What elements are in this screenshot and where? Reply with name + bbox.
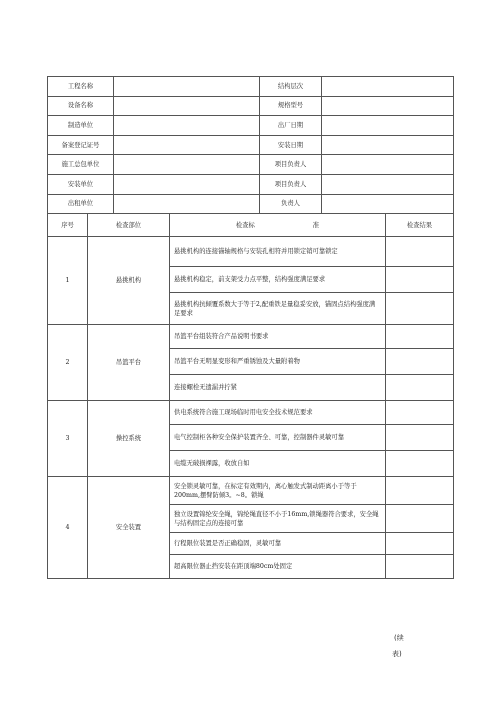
check-standard-item: 电缆无破损裸露，收放自如	[170, 451, 386, 477]
check-standard-item: 超高限位器止挡安装在距顶端80cm处固定	[170, 555, 386, 579]
info-label: 结构层次	[260, 77, 322, 97]
check-row	[48, 237, 454, 267]
check-result-field[interactable]	[386, 349, 454, 375]
check-standard-item: 悬挑机构的连接锚轴规格与安装孔相符并用锁定销可靠锁定	[170, 237, 386, 267]
info-row	[48, 194, 454, 214]
info-value-field[interactable]	[114, 194, 260, 214]
info-value-field[interactable]	[114, 77, 260, 97]
info-row	[48, 116, 454, 136]
group-part: 悬挑机构	[88, 237, 170, 325]
check-result-field[interactable]	[386, 375, 454, 401]
group-number: 2	[48, 325, 88, 401]
check-result-field[interactable]	[386, 267, 454, 293]
info-label: 负责人	[260, 194, 322, 214]
header-standard-a: 检查标	[235, 221, 255, 229]
info-value-field[interactable]	[322, 194, 454, 214]
continued-line-1: (续	[394, 634, 404, 642]
info-label: 安装日期	[260, 135, 322, 155]
check-row	[48, 325, 454, 349]
check-row	[48, 401, 454, 425]
group-part: 安全装置	[88, 477, 170, 579]
info-label: 备案登记证号	[48, 135, 114, 155]
info-label: 制造单位	[48, 116, 114, 136]
check-standard-item: 供电系统符合施工现场临时用电安全技术规范要求	[170, 401, 386, 425]
info-value-field[interactable]	[114, 96, 260, 116]
info-value-field[interactable]	[322, 174, 454, 194]
info-value-field[interactable]	[114, 155, 260, 175]
info-row	[48, 77, 454, 97]
check-row	[48, 477, 454, 505]
info-value-field[interactable]	[322, 96, 454, 116]
info-value-field[interactable]	[322, 135, 454, 155]
header-standard-b: 准	[312, 221, 320, 229]
group-number: 3	[48, 401, 88, 477]
check-result-field[interactable]	[386, 425, 454, 451]
info-label: 设备名称	[48, 96, 114, 116]
header-standard	[170, 214, 386, 237]
info-value-field[interactable]	[114, 174, 260, 194]
group-number: 4	[48, 477, 88, 579]
group-number: 1	[48, 237, 88, 325]
check-standard-item: 吊篮平台无明显变形和严重锈蚀及大量附着物	[170, 349, 386, 375]
check-standard-item: 吊篮平台组装符合产品说明书要求	[170, 325, 386, 349]
info-row	[48, 174, 454, 194]
check-standard-item: 行程限位装置是否正确稳固，灵敏可靠	[170, 533, 386, 555]
info-row	[48, 135, 454, 155]
info-value-field[interactable]	[114, 135, 260, 155]
check-result-field[interactable]	[386, 325, 454, 349]
check-result-field[interactable]	[386, 477, 454, 505]
info-value-field[interactable]	[322, 155, 454, 175]
check-standard-item: 安全锁灵敏可靠，在标定有效期内，离心触发式制动距离小于等于200mm,摆臂防倾3。~8。锁绳	[170, 477, 386, 505]
info-label: 项目负责人	[260, 174, 322, 194]
info-label: 施工总包单位	[48, 155, 114, 175]
info-value-field[interactable]	[322, 116, 454, 136]
check-result-field[interactable]	[386, 505, 454, 533]
check-standard-item: 连接螺栓无遗漏并拧紧	[170, 375, 386, 401]
info-label: 出租单位	[48, 194, 114, 214]
info-value-field[interactable]	[114, 116, 260, 136]
info-value-field[interactable]	[322, 77, 454, 97]
check-standard-item: 悬挑机构抗倾覆系数大于等于2,配重铁足量稳妥安放，锚固点结构强度满足要求	[170, 293, 386, 325]
check-result-field[interactable]	[386, 555, 454, 579]
check-table	[47, 213, 454, 579]
check-header-row	[48, 214, 454, 237]
group-part: 吊篮平台	[88, 325, 170, 401]
check-result-field[interactable]	[386, 293, 454, 325]
info-row	[48, 155, 454, 175]
continued-line-2: 表)	[392, 650, 402, 658]
header-result: 检查结果	[386, 214, 454, 237]
check-result-field[interactable]	[386, 533, 454, 555]
info-label: 安装单位	[48, 174, 114, 194]
check-result-field[interactable]	[386, 237, 454, 267]
check-result-field[interactable]	[386, 451, 454, 477]
inspection-form	[47, 76, 453, 579]
info-label: 规格型号	[260, 96, 322, 116]
equipment-info-table	[47, 76, 454, 214]
header-no: 序号	[48, 214, 88, 237]
info-row	[48, 96, 454, 116]
check-standard-item: 电气控制柜各种安全保护装置齐全、可靠，控制器件灵敏可靠	[170, 425, 386, 451]
continued-note	[392, 630, 404, 662]
header-part: 检查部位	[88, 214, 170, 237]
check-result-field[interactable]	[386, 401, 454, 425]
info-label: 出厂日期	[260, 116, 322, 136]
check-standard-item: 独立设置锦纶安全绳，锦纶绳直径不小于16mm,锁绳器符合要求，安全绳与结构固定点的连接可靠	[170, 505, 386, 533]
info-label: 项目负责人	[260, 155, 322, 175]
group-part: 操控系统	[88, 401, 170, 477]
check-standard-item: 悬挑机构稳定，前支架受力点平整，结构强度满足要求	[170, 267, 386, 293]
info-label: 工程名称	[48, 77, 114, 97]
